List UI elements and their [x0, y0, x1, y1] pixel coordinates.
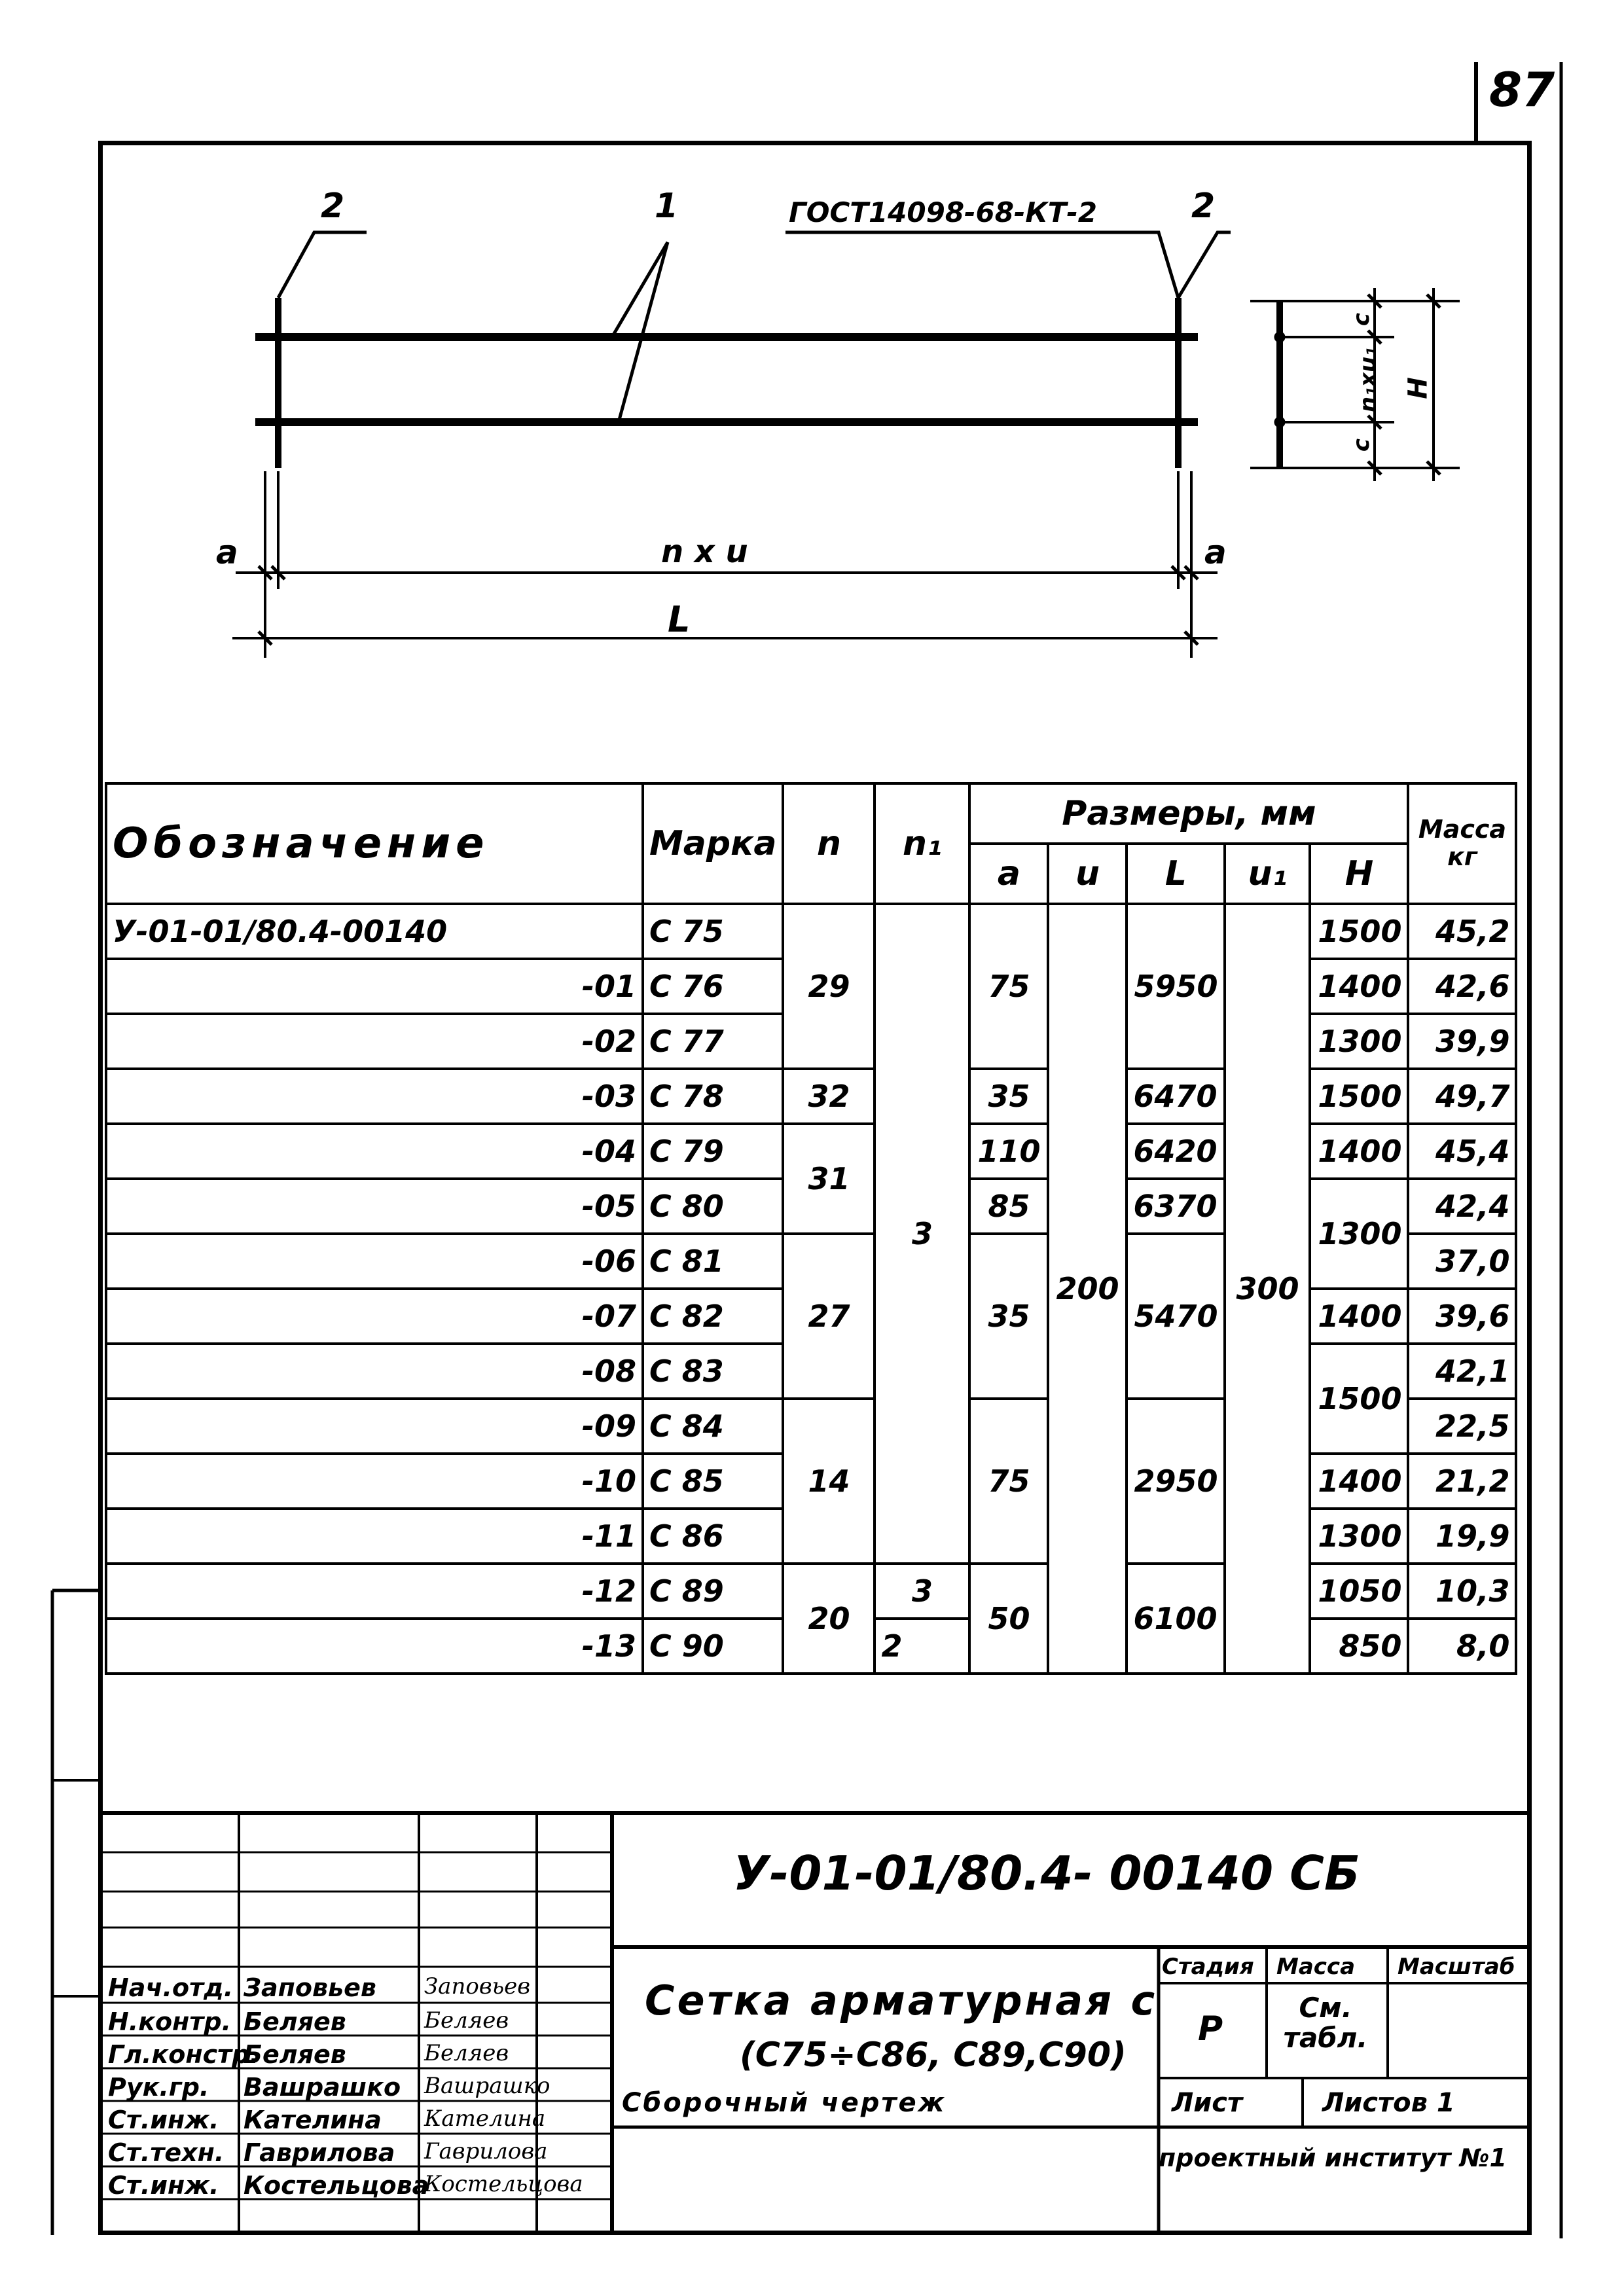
- staff-name: Беляев: [244, 2007, 346, 2036]
- staff-role: Гл.констр.: [108, 2040, 259, 2069]
- staff-signature: Беляев: [424, 2007, 509, 2034]
- L-cell: 6420: [1127, 1124, 1225, 1179]
- mass-cell: 39,9: [1408, 1014, 1516, 1069]
- H-cell: 1300: [1310, 1014, 1408, 1069]
- designation-cell: -12: [106, 1564, 643, 1619]
- H-cell: 1500: [1310, 1069, 1408, 1124]
- header-H: H: [1310, 844, 1408, 904]
- a-cell: 85: [969, 1179, 1048, 1234]
- mark-cell: С 78: [643, 1069, 783, 1124]
- staff-name: Вашрашко: [244, 2073, 401, 2102]
- mass-label: Масса: [1276, 1954, 1356, 1980]
- H-cell: 1300: [1310, 1179, 1408, 1289]
- staff-name: Заповьев: [244, 1973, 376, 2002]
- mark-cell: С 85: [643, 1454, 783, 1509]
- staff-role: Н.контр.: [108, 2007, 232, 2036]
- callout-2-left: 2: [321, 187, 345, 226]
- dim-nxu: n x u: [661, 533, 748, 570]
- header-L: L: [1127, 844, 1225, 904]
- n-cell: 29: [783, 904, 875, 1069]
- staff-signature: Беляев: [424, 2040, 509, 2066]
- section-c-bottom: c: [1348, 438, 1375, 452]
- staff-role: Ст.техн.: [108, 2138, 225, 2167]
- H-cell: 1400: [1310, 1124, 1408, 1179]
- mark-cell: С 77: [643, 1014, 783, 1069]
- designation-cell: -02: [106, 1014, 643, 1069]
- header-sizes: Размеры, мм: [969, 783, 1408, 844]
- mass-cell: 8,0: [1408, 1619, 1516, 1674]
- section-c-top: c: [1348, 312, 1375, 327]
- L-cell: 6370: [1127, 1179, 1225, 1234]
- page-number: 87: [1489, 62, 1555, 117]
- header-a: a: [969, 844, 1048, 904]
- n1-cell: 2: [875, 1619, 969, 1674]
- header-mass: Масса кг: [1408, 783, 1516, 904]
- designation-cell: -11: [106, 1509, 643, 1564]
- H-cell: 1050: [1310, 1564, 1408, 1619]
- n1-cell: 3: [875, 1564, 969, 1619]
- n-cell: 31: [783, 1124, 875, 1234]
- mark-cell: С 84: [643, 1399, 783, 1454]
- H-cell: 1300: [1310, 1509, 1408, 1564]
- u-cell: 200: [1048, 904, 1127, 1674]
- a-cell: 35: [969, 1069, 1048, 1124]
- designation-cell: -09: [106, 1399, 643, 1454]
- L-cell: 5950: [1127, 904, 1225, 1069]
- header-mark: Марка: [643, 783, 783, 904]
- document-code: У-01-01/80.4- 00140 СБ: [733, 1846, 1360, 1901]
- mark-cell: С 81: [643, 1234, 783, 1289]
- staff-signature: Заповьев: [424, 1973, 531, 2000]
- mark-cell: С 83: [643, 1344, 783, 1399]
- mark-cell: С 86: [643, 1509, 783, 1564]
- header-u1: u₁: [1225, 844, 1310, 904]
- staff-role: Ст.инж.: [108, 2171, 219, 2200]
- staff-name: Гаврилова: [244, 2138, 395, 2167]
- staff-signature: Гаврилова: [424, 2138, 548, 2164]
- staff-role: Нач.отд.: [108, 1973, 234, 2002]
- mass-cell: 49,7: [1408, 1069, 1516, 1124]
- L-cell: 6470: [1127, 1069, 1225, 1124]
- section-n1xu1: n₁xu₁: [1355, 346, 1382, 413]
- staff-name: Кателина: [244, 2106, 382, 2134]
- staff-role: Рук.гр.: [108, 2073, 209, 2102]
- dim-a-right: a: [1204, 533, 1227, 571]
- title-line-1: Сетка арматурная с: [645, 1977, 1158, 2024]
- mark-cell: С 90: [643, 1619, 783, 1674]
- H-cell: 1400: [1310, 1454, 1408, 1509]
- mass-cell: 22,5: [1408, 1399, 1516, 1454]
- mass-cell: 45,2: [1408, 904, 1516, 959]
- staff-name: Костельцова: [244, 2171, 429, 2200]
- header-designation: Обозначение: [106, 783, 643, 904]
- a-cell: 75: [969, 1399, 1048, 1564]
- mass-value: См. табл.: [1283, 1992, 1368, 2054]
- designation-cell: -13: [106, 1619, 643, 1674]
- designation-cell: -04: [106, 1124, 643, 1179]
- mass-cell: 42,1: [1408, 1344, 1516, 1399]
- designation-cell: -06: [106, 1234, 643, 1289]
- designation-cell: -01: [106, 959, 643, 1014]
- staff-role: Ст.инж.: [108, 2106, 219, 2134]
- designation-cell: -10: [106, 1454, 643, 1509]
- n-cell: 32: [783, 1069, 875, 1124]
- designation-cell: -07: [106, 1289, 643, 1344]
- stage-value: Р: [1198, 2009, 1223, 2049]
- mark-cell: С 82: [643, 1289, 783, 1344]
- mark-cell: С 76: [643, 959, 783, 1014]
- a-cell: 35: [969, 1234, 1048, 1399]
- mass-cell: 42,6: [1408, 959, 1516, 1014]
- designation-cell: -08: [106, 1344, 643, 1399]
- n-cell: 14: [783, 1399, 875, 1564]
- mark-cell: С 75: [643, 904, 783, 959]
- title-line-2: (С75÷С86, С89,С90): [740, 2036, 1127, 2075]
- H-cell: 1400: [1310, 959, 1408, 1014]
- mass-cell: 37,0: [1408, 1234, 1516, 1289]
- u1-cell: 300: [1225, 904, 1310, 1674]
- L-cell: 2950: [1127, 1399, 1225, 1564]
- mass-cell: 10,3: [1408, 1564, 1516, 1619]
- staff-name: Беляев: [244, 2040, 346, 2069]
- header-u: u: [1048, 844, 1127, 904]
- mass-cell: 39,6: [1408, 1289, 1516, 1344]
- header-n1: n₁: [875, 783, 969, 904]
- mark-cell: С 79: [643, 1124, 783, 1179]
- title-line-3: Сборочный чертеж: [622, 2088, 947, 2118]
- institute-name: проектный институт №1: [1159, 2144, 1507, 2172]
- mass-cell: 42,4: [1408, 1179, 1516, 1234]
- staff-signature: Костельцова: [424, 2171, 583, 2197]
- H-cell: 1500: [1310, 1344, 1408, 1454]
- designation-cell: -03: [106, 1069, 643, 1124]
- a-cell: 110: [969, 1124, 1048, 1179]
- scale-label: Масштаб: [1398, 1954, 1515, 1980]
- n1-cell: 3: [875, 904, 969, 1564]
- designation-cell: У-01-01/80.4-00140: [106, 904, 643, 959]
- callout-1: 1: [655, 187, 679, 226]
- stage-label: Стадия: [1162, 1954, 1254, 1980]
- H-cell: 850: [1310, 1619, 1408, 1674]
- staff-signature: Кателина: [424, 2106, 546, 2132]
- callout-2-right: 2: [1191, 187, 1216, 226]
- a-cell: 75: [969, 904, 1048, 1069]
- mark-cell: С 89: [643, 1564, 783, 1619]
- staff-signature: Вашрашко: [424, 2073, 550, 2099]
- L-cell: 5470: [1127, 1234, 1225, 1399]
- header-n: n: [783, 783, 875, 904]
- dim-L: L: [668, 599, 691, 640]
- dim-a-left: a: [216, 533, 238, 571]
- mass-cell: 19,9: [1408, 1509, 1516, 1564]
- H-cell: 1500: [1310, 904, 1408, 959]
- section-H: H: [1403, 377, 1434, 399]
- L-cell: 6100: [1127, 1564, 1225, 1674]
- n-cell: 20: [783, 1564, 875, 1674]
- sheet-label: Лист: [1172, 2088, 1243, 2118]
- sheets-label: Листов 1: [1322, 2088, 1455, 2118]
- n-cell: 27: [783, 1234, 875, 1399]
- designation-cell: -05: [106, 1179, 643, 1234]
- H-cell: 1400: [1310, 1289, 1408, 1344]
- standard-reference: ГОСТ14098-68-КТ-2: [789, 196, 1098, 228]
- a-cell: 50: [969, 1564, 1048, 1674]
- mass-cell: 21,2: [1408, 1454, 1516, 1509]
- mark-cell: С 80: [643, 1179, 783, 1234]
- mass-cell: 45,4: [1408, 1124, 1516, 1179]
